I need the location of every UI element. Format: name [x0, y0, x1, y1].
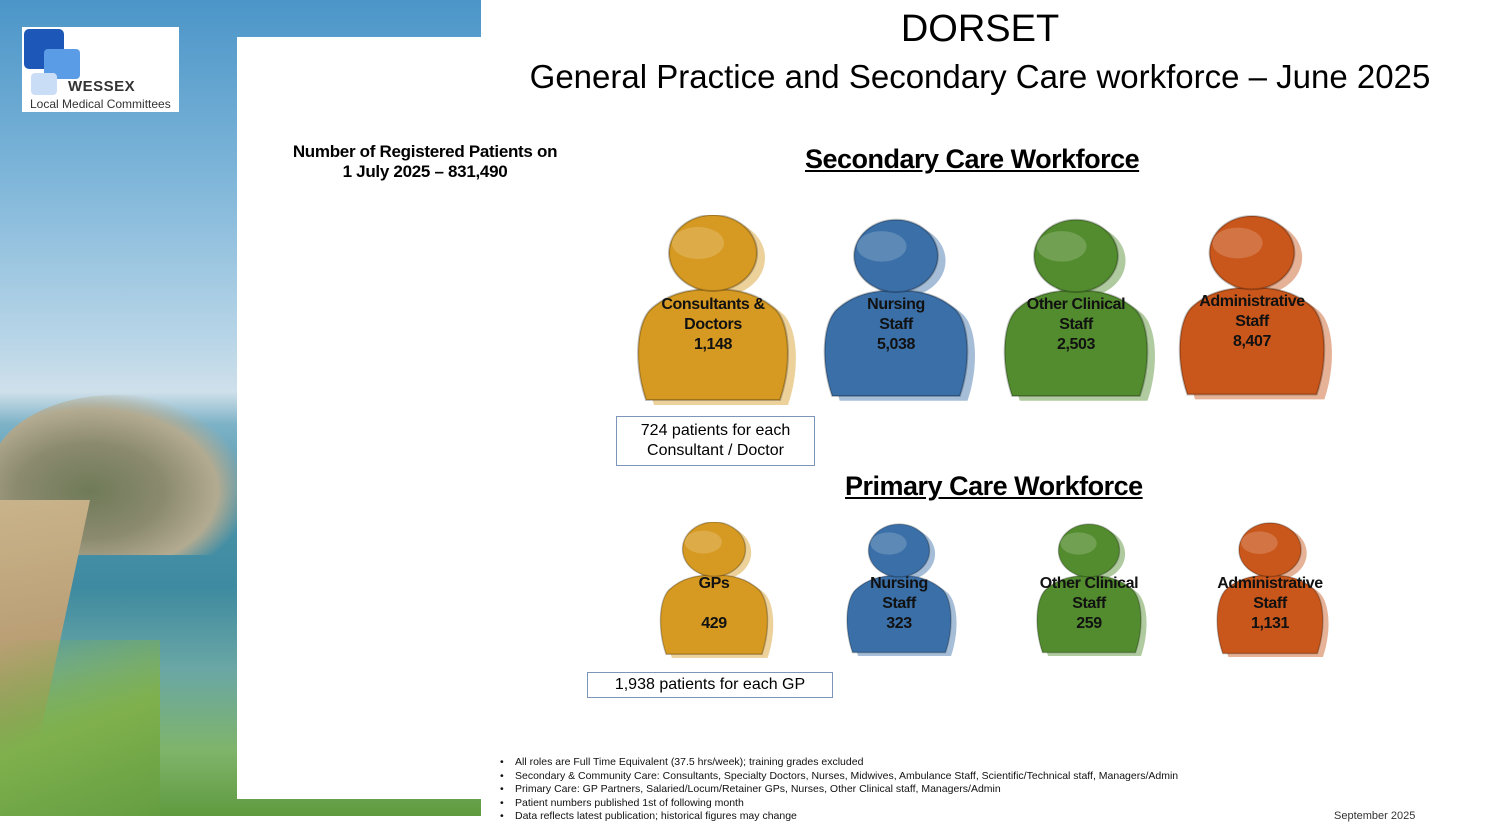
- wessex-lmc-logo: [22, 27, 179, 112]
- secondary-staff-label-line: Other Clinical: [1026, 296, 1126, 313]
- registered-patients: [275, 142, 575, 182]
- secondary-staff-label: [995, 295, 1157, 355]
- footnote: • Patient numbers published 1st of following month: [500, 797, 1178, 811]
- page-title: DORSET: [900, 8, 1060, 50]
- secondary-staff-value: 5,038: [876, 336, 916, 353]
- primary-staff-value: 323: [886, 615, 912, 632]
- secondary-staff-label-line: Staff: [879, 316, 913, 333]
- secondary-care-heading: Secondary Care Workforce: [805, 144, 1140, 174]
- page-subtitle: General Practice and Secondary Care workforce – June 2025: [529, 58, 1431, 95]
- secondary-staff-figure: [995, 215, 1157, 415]
- primary-ratio-box: [587, 672, 833, 698]
- primary-staff-figure: [653, 522, 775, 665]
- logo-square: [31, 73, 57, 95]
- primary-staff-label: [1030, 574, 1148, 634]
- secondary-ratio-line1: 724 patients for each: [640, 422, 791, 439]
- date-stamp: September 2025: [1334, 810, 1416, 822]
- primary-staff-label-line: Staff: [1072, 595, 1106, 612]
- primary-ratio-text: 1,938 patients for each GP: [614, 676, 806, 693]
- secondary-staff-label-line: Nursing: [867, 296, 925, 313]
- primary-staff-label-line: Nursing: [870, 575, 928, 592]
- footnote: • Primary Care: GP Partners, Salaried/Locum/Retainer GPs, Nurses, Other Clinical staff, Managers/Admin: [500, 783, 1178, 797]
- grass-slope: [0, 640, 160, 816]
- secondary-staff-label: [1170, 292, 1334, 352]
- registered-patients-line1: Number of Registered Patients on: [292, 142, 558, 161]
- secondary-staff-label: [815, 295, 977, 355]
- secondary-staff-label-line: Consultants &: [661, 296, 765, 313]
- footnote: • All roles are Full Time Equivalent (37.5 hrs/week); training grades excluded: [500, 756, 1178, 770]
- primary-staff-label-line: Staff: [1253, 595, 1287, 612]
- secondary-staff-figure: [627, 215, 799, 415]
- secondary-staff-value: 2,503: [1056, 336, 1096, 353]
- secondary-staff-value: 8,407: [1232, 333, 1272, 350]
- secondary-staff-value: 1,148: [693, 336, 733, 353]
- secondary-staff-label-line: Staff: [1059, 316, 1093, 333]
- secondary-staff-label: [627, 295, 799, 355]
- secondary-staff-label-line: Administrative: [1199, 293, 1305, 310]
- footnote: • Secondary & Community Care: Consultants, Specialty Doctors, Nurses, Midwives, Ambulance Staff, Scientific/Technical staff, Managers/Admin: [500, 770, 1178, 784]
- primary-staff-label: [840, 574, 958, 634]
- registered-patients-line2: 1 July 2025 – 831,490: [342, 162, 508, 181]
- primary-staff-label: [653, 574, 775, 634]
- primary-staff-label-line: Other Clinical: [1039, 575, 1139, 592]
- primary-care-heading: Primary Care Workforce: [845, 471, 1143, 501]
- secondary-ratio-line2: Consultant / Doctor: [647, 442, 784, 459]
- footnote: • Data reflects latest publication; historical figures may change: [500, 810, 1178, 824]
- primary-staff-label-line: Staff: [882, 595, 916, 612]
- primary-staff-label-line: GPs: [698, 575, 730, 592]
- logo-name: WESSEX: [68, 78, 136, 95]
- secondary-staff-label-line: Staff: [1235, 313, 1269, 330]
- logo-subtitle: Local Medical Committees: [30, 97, 171, 111]
- primary-staff-value: 1,131: [1250, 615, 1290, 632]
- primary-staff-figure: [1210, 522, 1330, 665]
- primary-staff-label: [1210, 574, 1330, 634]
- primary-staff-label-line: Administrative: [1217, 575, 1323, 592]
- secondary-staff-figure: [815, 215, 977, 415]
- primary-staff-value: 429: [701, 615, 727, 632]
- footnotes: [500, 756, 1178, 824]
- primary-staff-figure: [840, 522, 958, 665]
- secondary-ratio-box: [616, 416, 815, 466]
- secondary-staff-label-line: Doctors: [684, 316, 742, 333]
- primary-staff-value: 259: [1076, 615, 1102, 632]
- secondary-staff-figure: [1170, 210, 1334, 415]
- primary-staff-label-line: [653, 594, 775, 614]
- primary-staff-figure: [1030, 522, 1148, 665]
